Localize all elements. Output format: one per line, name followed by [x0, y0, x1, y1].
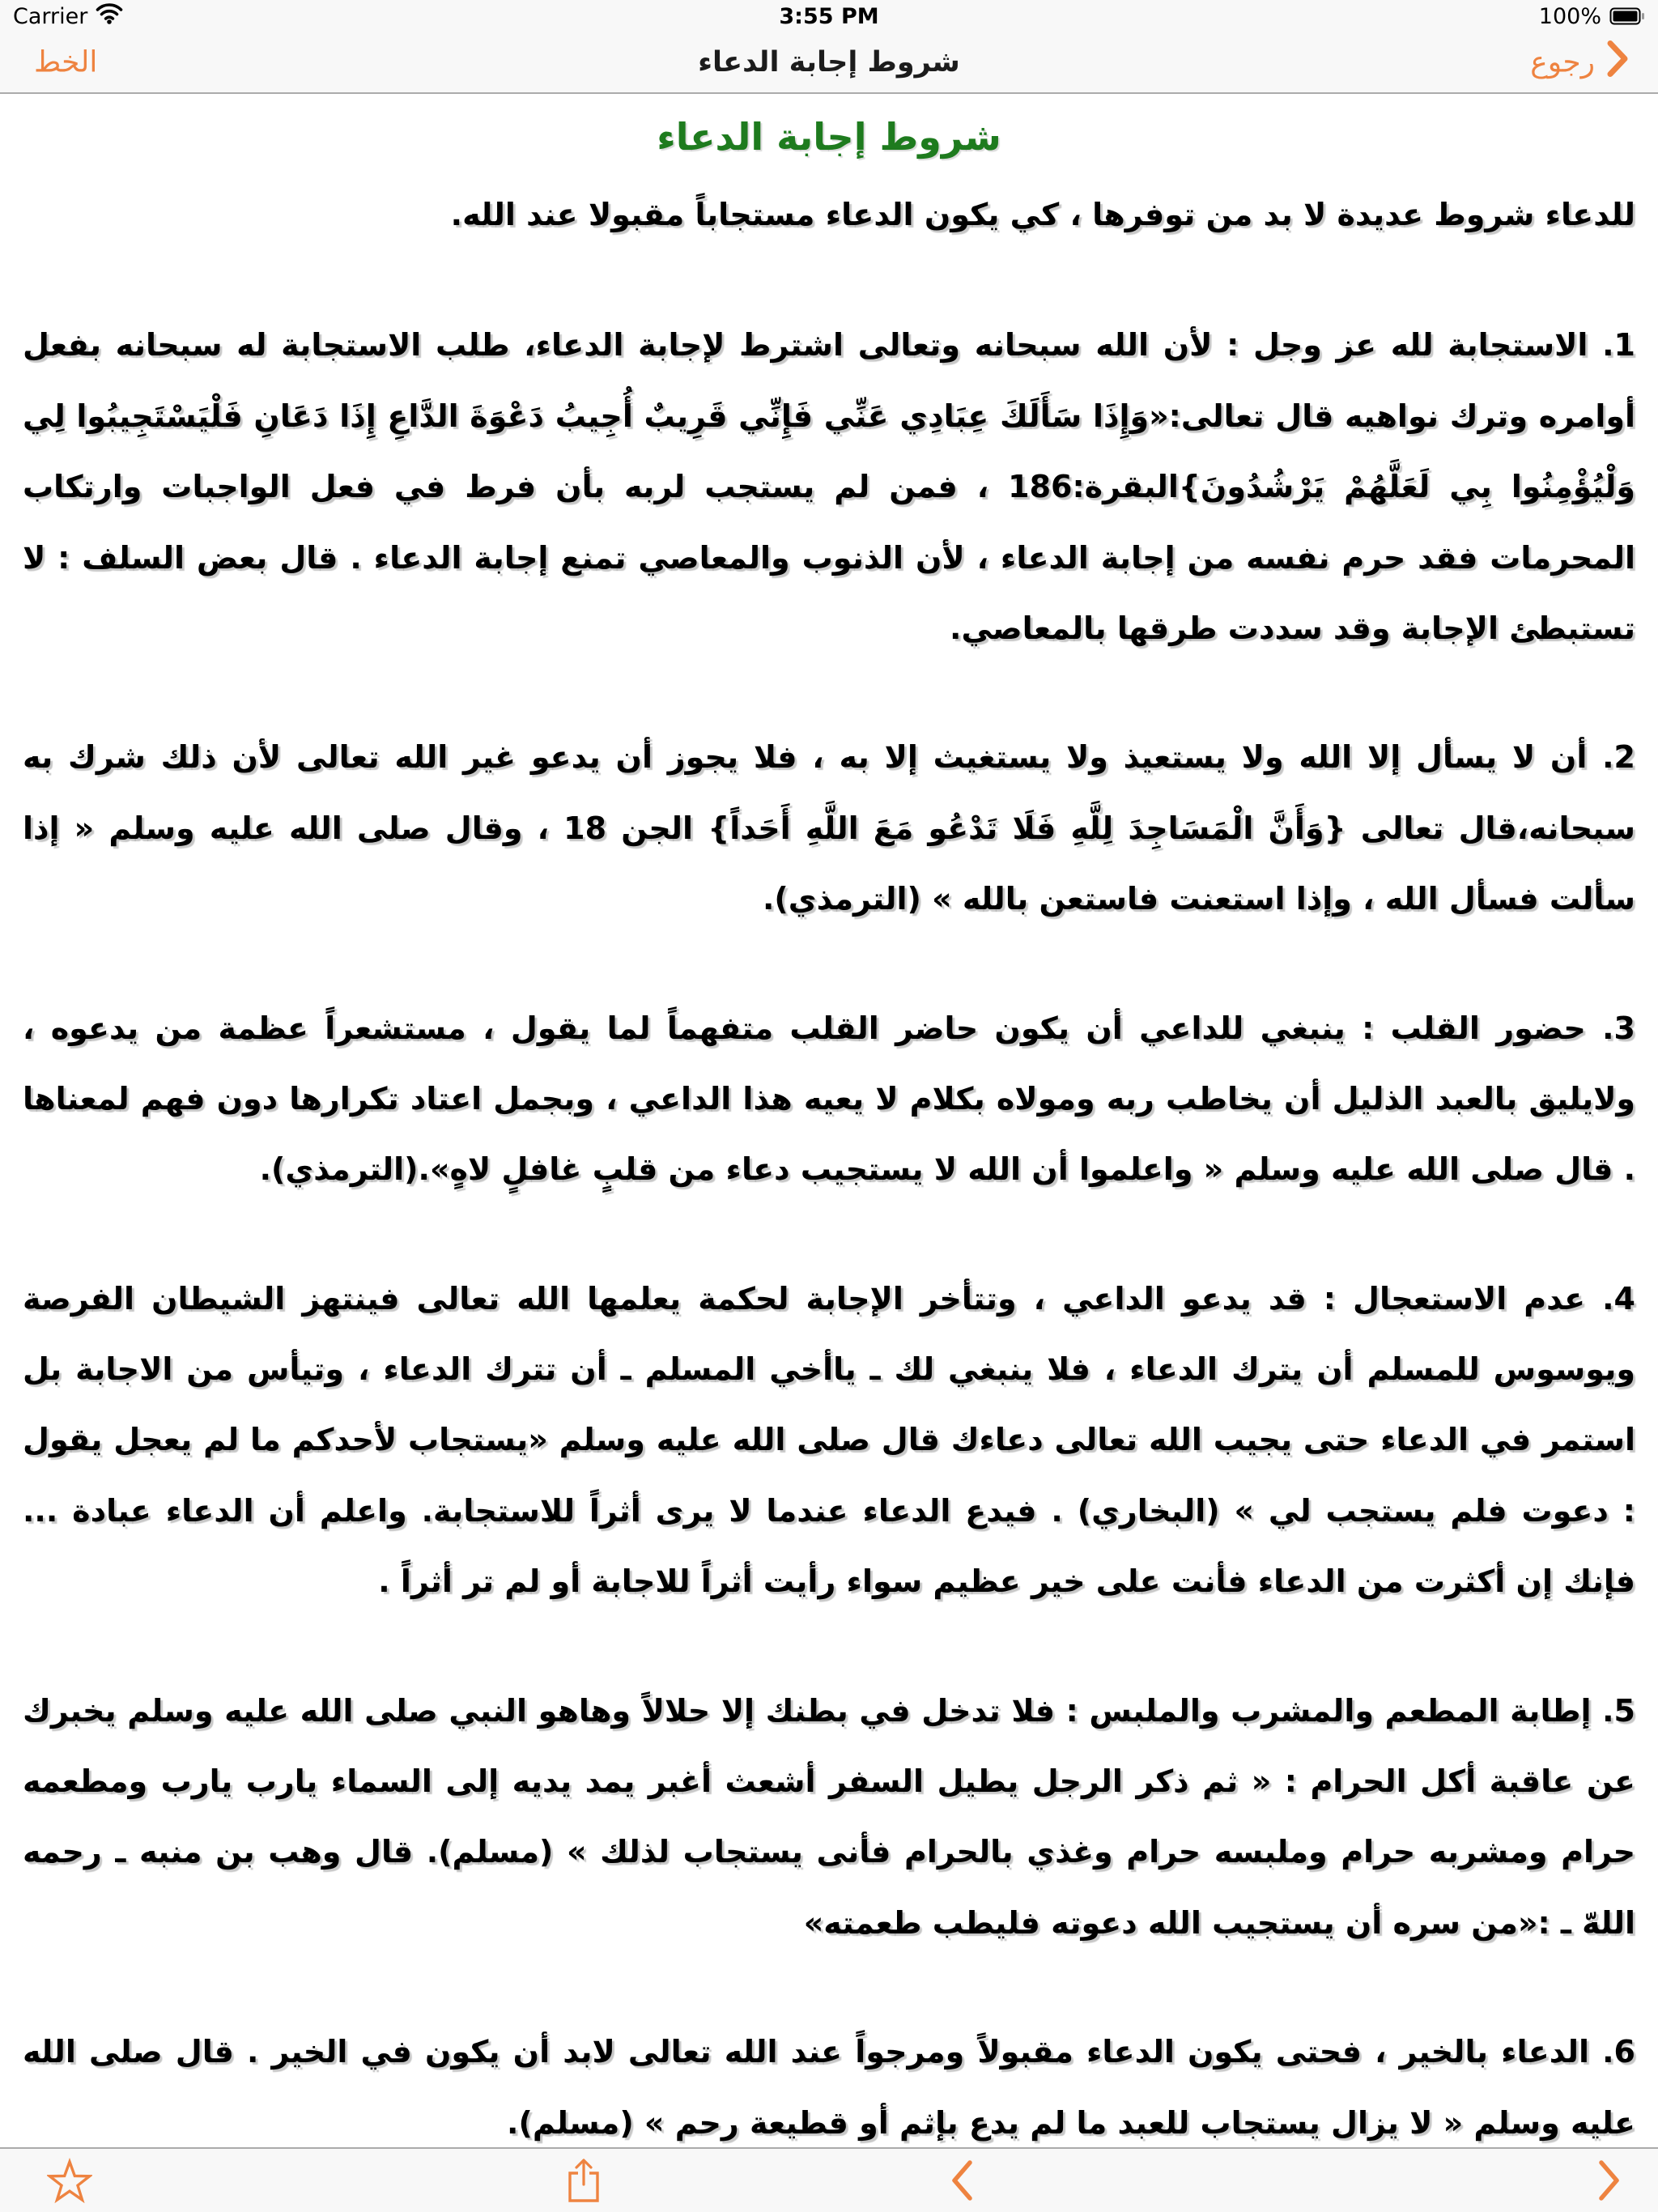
- bookmark-button[interactable]: [47, 2158, 92, 2203]
- article-title: شروط إجابة الدعاء: [657, 115, 1001, 159]
- share-icon: [567, 2194, 601, 2206]
- paragraph-5: 5. إطابة المطعم والمشرب والملبس : فلا تدخل في بطنك إلا حلالاً وهاهو النبي صلى الله عليه وسلم يخبرك عن عاقبة أكل الحرام : « ثم ذكر الرجل يطيل السفر أشعث أغبر يمد يديه إلى السماء يارب يارب ومطعمه حرام ومشربه حرام وملبسه حرام وغذي بالحرام فأنى يستجاب لذلك » (مسلم). قال وهب بن منبه ـ رحمه اللهّ ـ :«من سره أن يستجيب الله دعوته فليطب طعمته»: [23, 1692, 1635, 1941]
- previous-page-button[interactable]: [949, 2159, 975, 2201]
- paragraph-2: 2. أن لا يسأل إلا الله ولا يستعيذ ولا يستغيث إلا به ، فلا يجوز أن يدعو غير الله تعالى لأن ذلك شرك به سبحانه،قال تعالى {وَأَنَّ الْمَسَاجِدَ لِلَّهِ فَلَا تَدْعُو مَعَ اللَّهِ أَحَداً} الجن 18 ، وقال صلى الله عليه وسلم « إذا سألت فسأل الله ، وإذا استعنت فاستعن بالله » (الترمذي).: [23, 739, 1635, 917]
- chevron-left-icon: [949, 2192, 975, 2204]
- bottom-toolbar: [0, 2147, 1658, 2212]
- page-title: شروط إجابة الدعاء: [698, 46, 960, 79]
- paragraph-3: 3. حضور القلب : ينبغي للداعي أن يكون حاضر القلب متفهماً لما يقول ، مستشعراً عظمة من يدعوه ، ولايليق بالعبد الذليل أن يخاطب ربه ومولاه بكلام لا يعيه هذا الداعي ، وبجمل اعتاد تكرارها دون فهم لمعناها . قال صلى الله عليه وسلم « واعلموا أن الله لا يستجيب دعاء من قلبٍ غافلٍ لاهٍ».(الترمذي).: [23, 1010, 1635, 1188]
- paragraph-4: 4. عدم الاستعجال : قد يدعو الداعي ، وتتأخر الإجابة لحكمة يعلمها الله تعالى فينتهز الشيطان الفرصة ويوسوس للمسلم أن يترك الدعاء ، فلا ينبغي لك ـ ياأخي المسلم ـ أن تترك الدعاء ، وتيأس من الاجابة بل استمر في الدعاء حتى يجيب الله تعالى دعاءك قال صلى الله عليه وسلم «يستجاب لأحدكم ما لم يعجل يقول : دعوت فلم يستجب لي » (البخاري) . فيدع الدعاء عندما لا يرى أثراً للاستجابة. واعلم أن الدعاء عبادة ... فإنك إن أكثرت من الدعاء فأنت على خير عظيم سواء رأيت أثراً للاجابة أو لم تر أثراً .: [23, 1280, 1635, 1600]
- nav-bar: [0, 32, 1658, 94]
- chevron-right-icon: [1596, 2192, 1622, 2204]
- back-button-label: رجوع: [1530, 45, 1595, 79]
- share-button[interactable]: [567, 2157, 601, 2204]
- article-intro: للدعاء شروط عديدة لا بد من توفرها ، كي يكون الدعاء مستجاباً مقبولا عند الله.: [450, 197, 1635, 232]
- battery-percent-label: 100%: [1538, 3, 1601, 29]
- carrier-label: Carrier: [13, 3, 88, 29]
- status-bar: [0, 0, 1658, 32]
- chevron-right-icon: [1606, 40, 1629, 86]
- article-content: [0, 96, 1658, 2147]
- back-button[interactable]: [1530, 40, 1629, 86]
- paragraph-1: 1. الاستجابة لله عز وجل : لأن الله سبحانه وتعالى اشترط لإجابة الدعاء، طلب الاستجابة له سبحانه بفعل أوامره وترك نواهيه قال تعالى:«وَإِذَا سَأَلَكَ عِبَادِي عَنِّي فَإِنِّي قَرِيبٌ أُجِيبُ دَعْوَةَ الدَّاعِ إِذَا دَعَانِ فَلْيَسْتَجِيبُوا لِي وَلْيُؤْمِنُوا بِي لَعَلَّهُمْ يَرْشُدُونَ}البقرة:186 ، فمن لم يستجب لربه بأن فرط في فعل الواجبات وارتكاب المحرمات فقد حرم نفسه من إجابة الدعاء ، لأن الذنوب والمعاصي تمنع إجابة الدعاء . قال بعض السلف : لا تستبطئ الإجابة وقد سددت طرقها بالمعاصي.: [23, 327, 1635, 646]
- font-settings-button[interactable]: الخط: [34, 45, 98, 79]
- next-page-button[interactable]: [1596, 2159, 1622, 2201]
- status-time: 3:55 PM: [779, 3, 879, 29]
- star-icon: [47, 2193, 92, 2206]
- paragraph-6: 6. الدعاء بالخير ، فحتى يكون الدعاء مقبولاً ومرجواً عند الله تعالى لابد أن يكون في الخير . قال صلى الله عليه وسلم « لا يزال يستجاب للعبد ما لم يدع بإثم أو قطيعة رحم » (مسلم).: [23, 2034, 1635, 2141]
